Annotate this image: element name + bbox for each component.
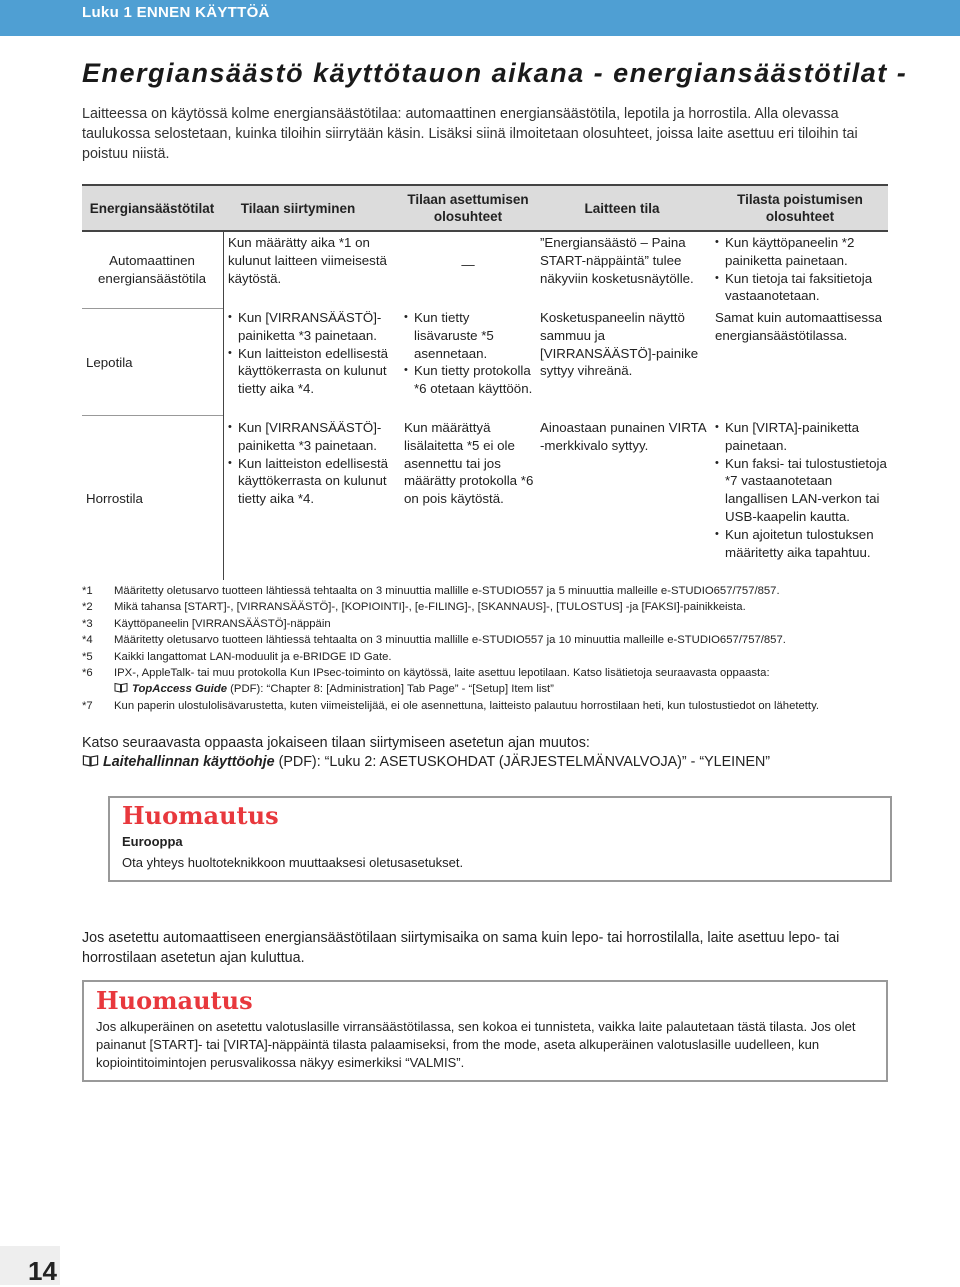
row-sleep-state: Kosketuspaneelin näyttö sammuu ja [VIRRANSÄÄSTÖ]-painike syttyy vihreänä.	[540, 310, 699, 379]
list-item: • Kun faksi- tai tulostustietoja *7 vastaanotetaan langallisen LAN-verkon tai USB-kaapelin kautta.	[715, 455, 891, 526]
row-divider	[82, 415, 223, 416]
table-header-state: Laitteen tila	[584, 200, 660, 216]
row-auto-transition: Kun määrätty aika *1 on kulunut laitteen viimeisestä käytöstä.	[228, 235, 387, 286]
row-hibernate-state: Ainoastaan punainen VIRTA -merkkivalo syttyy.	[540, 420, 706, 453]
row-sleep-exit: Samat kuin automaattisessa energiansäästötilassa.	[715, 310, 883, 343]
footnote: *6 IPX-, AppleTalk- tai muu protokolla Kun IPsec-toiminto on käytössä, laite asettuu lepotilaan. Katso lisätietoja seuraavasta oppaasta:	[82, 667, 770, 680]
list-item: • Kun [VIRRANSÄÄSTÖ]-painiketta *3 painetaan.	[228, 419, 400, 455]
intro-paragraph: Laitteessa on käytössä kolme energiansäästötilaa: automaattinen energiansäästötila, lepotila ja horrostila. Alla olevassa taulukossa selostetaan, kuinka tiloihin siirrytään käsin. Lisäksi siinä ilmoitetaan olosuhteet, joissa laite asettuu eri tiloihin tai poistuu niistä.	[82, 106, 858, 162]
note-body: Ota yhteys huoltoteknikkoon muuttaaksesi oletusasetukset.	[122, 855, 464, 870]
note-box-original	[82, 980, 888, 1082]
chapter-title: Luku 1 ENNEN KÄYTTÖÄ	[82, 4, 270, 21]
footnote: *4 Määritetty oletusarvo tuotteen lähtiessä tehtaalta on 3 minuuttia mallille e-STUDIO557 ja 10 minuuttia malleille e-STUDIO657/757/857.	[82, 634, 786, 647]
note-subheading: Eurooppa	[122, 834, 183, 849]
note-body: Jos alkuperäinen on asetettu valotuslasille virransäästötilassa, sen kokoa ei tunnisteta, vaikka laite palautetaan tästä tilasta. Jos olet painanut [START]- tai [VIRTA]-näppäintä tilasta palaamiseksi, from the mode, aseta alkuperäinen valotuslasille uudelleen, kun kopiointitoimintojen perusvalikossa näkyy esimerkiksi “VALMIS”.	[96, 1019, 856, 1070]
list-item: • Kun ajoitetun tulostuksen määritetty aika tapahtuu.	[715, 526, 891, 562]
page-title: Energiansäästö käyttötauon aikana - energiansäästötilat -	[82, 58, 908, 88]
list-item: • Kun tietoja tai faksitietoja vastaanotetaan.	[715, 270, 891, 306]
book-icon	[114, 682, 128, 693]
table-header-conditions: Tilaan asettumisen olosuhteet	[407, 192, 529, 224]
note-heading: Huomautus	[122, 801, 279, 830]
footnote: *3 Käyttöpaneelin [VIRRANSÄÄSTÖ]-näppäin	[82, 617, 331, 630]
page-number: 14	[28, 1256, 57, 1286]
row-auto-state: ”Energiansäästö – Paina START-näppäintä” tulee näkyviin kosketusnäytölle.	[540, 235, 694, 286]
list-item: • Kun [VIRRANSÄÄSTÖ]-painiketta *3 painetaan.	[228, 309, 400, 345]
page-number-tab	[0, 1246, 60, 1285]
guide-link[interactable]: Laitehallinnan käyttöohje	[103, 754, 275, 770]
reference-block: Katso seuraavasta oppaasta jokaiseen tilaan siirtymiseen asetetun ajan muutos: Laitehallinnan käyttöohje (PDF): “Luku 2: ASETUSKOHDAT (JÄRJESTELMÄNVALVOJA)” - “YLEINEN”	[82, 735, 771, 770]
row-hibernate-exit	[715, 419, 891, 561]
footnote-reference: TopAccess Guide (PDF): “Chapter 8: [Administration] Tab Page” - “[Setup] Item list”	[82, 681, 902, 697]
row-auto-exit	[715, 234, 891, 305]
note-box-europe	[108, 796, 892, 882]
table-header-mode: Energiansäästötilat	[89, 200, 215, 216]
row-sleep-transition	[228, 309, 400, 398]
row-divider	[82, 308, 223, 309]
row-sleep-mode: Lepotila	[86, 355, 133, 370]
footnote: *7 Kun paperin ulostulolisävarustetta, kuten viimeistelijää, ei ole asennettuna, laitteisto palautuu horrostilaan heti, kun tulostustiedot on lähetetty.	[82, 699, 820, 712]
reference-line: Katso seuraavasta oppaasta jokaiseen tilaan siirtymiseen asetetun ajan muutos:	[82, 735, 590, 751]
row-hibernate-conditions: Kun määrättyä lisälaitetta *5 ei ole asennettu tai jos määrätty protokolla *6 on pois käytöstä.	[404, 420, 534, 507]
body-paragraph: Jos asetettu automaattiseen energiansäästötilaan siirtymisaika on sama kuin lepo- tai horrostilalla, laite asettuu lepo- tai horrostilaan asetetun ajan kuluttua.	[82, 930, 840, 966]
table-header-transition: Tilaan siirtyminen	[240, 200, 356, 216]
list-item: • Kun [VIRTA]-painiketta painetaan.	[715, 419, 891, 455]
list-item: • Kun laitteiston edellisestä käyttökerrasta on kulunut tietty aika *4.	[228, 345, 400, 398]
list-item: • Kun tietty protokolla *6 otetaan käyttöön.	[404, 362, 534, 398]
row-auto-conditions: —	[461, 257, 475, 272]
table-header-exit: Tilasta poistumisen olosuhteet	[737, 192, 863, 224]
footnote: *1 Määritetty oletusarvo tuotteen lähtiessä tehtaalta on 3 minuuttia mallille e-STUDIO557 ja 5 minuuttia malleille e-STUDIO657/757/857.	[82, 585, 780, 597]
footnote: *5 Kaikki langattomat LAN-moduulit ja e-BRIDGE ID Gate.	[82, 650, 392, 663]
list-item: • Kun laitteiston edellisestä käyttökerrasta on kulunut tietty aika *4.	[228, 455, 400, 508]
footnote: *2 Mikä tahansa [START]-, [VIRRANSÄÄSTÖ]-, [KOPIOINTI]-, [e-FILING]-, [SKANNAUS]-, [TULOSTUS] -ja [FAKSI]-painikkeista.	[82, 601, 746, 614]
note-heading: Huomautus	[96, 986, 253, 1015]
guide-link[interactable]: TopAccess Guide	[132, 683, 228, 696]
row-auto-mode: Automaattinen energiansäästötila	[98, 253, 206, 286]
column-divider	[223, 232, 224, 580]
row-sleep-conditions	[404, 309, 534, 398]
list-item: • Kun tietty lisävaruste *5 asennetaan.	[404, 309, 534, 362]
energy-modes-table	[82, 184, 888, 580]
row-hibernate-transition	[228, 419, 400, 508]
list-item: • Kun käyttöpaneelin *2 painiketta painetaan.	[715, 234, 891, 270]
footnotes	[82, 583, 902, 714]
book-icon	[82, 754, 99, 767]
row-hibernate-mode: Horrostila	[86, 491, 143, 506]
